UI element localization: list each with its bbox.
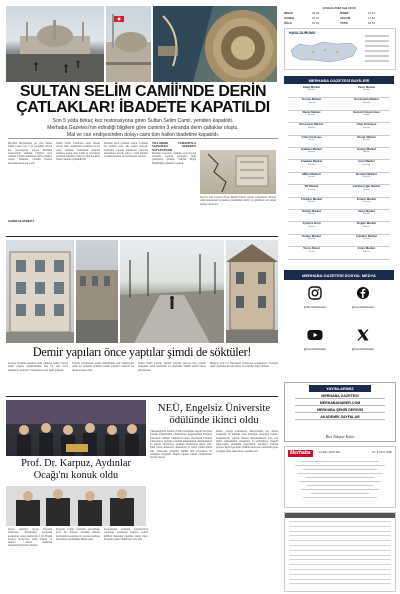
x-icon bbox=[356, 328, 370, 342]
dealer-item bbox=[284, 86, 339, 92]
prayer-name: İKİNDİ bbox=[340, 11, 349, 15]
prayer-name: İMSAK bbox=[284, 11, 294, 15]
lead-sub-2: Merhaba Gazetesi'nin edindiği bilgilere göre caminin 3 ekranda derin çatlaklar oluştu. bbox=[47, 124, 239, 131]
dealer-name: Erdem Market bbox=[356, 196, 377, 201]
prayer-time: 16.13 bbox=[368, 11, 375, 15]
info-table-row bbox=[289, 526, 391, 527]
prayer-name: YATSI bbox=[340, 21, 348, 25]
youtube-link[interactable] bbox=[298, 328, 332, 351]
dealer-address: Meram bbox=[363, 151, 370, 154]
dealer-address: Meram bbox=[363, 188, 370, 191]
story4-column-2: Program yoğun katılımla gerçekleşti. Prof. Dr. Karpuz, Selçuklu dönemi eserlerinin korunması ve gelecek nesillere aktarılması gerektiğine dikkat çekti. bbox=[56, 528, 100, 541]
prayer-time: 13.03 bbox=[312, 21, 319, 25]
story4-column-3: Konuşmanın ardından katılımcıların sorularını yanıtlayan Karpuz, şehrin kültürel mirasının önemine vurgu yaptı. Program plaket takdimiyle sona erdi. bbox=[104, 528, 148, 541]
publications-footer: Bizi Takipte Kalın bbox=[325, 434, 355, 439]
award-ceremony-photo bbox=[6, 400, 146, 456]
info-table-row bbox=[289, 531, 391, 532]
dealer-item bbox=[339, 247, 394, 253]
story4-headline-line-2: Ocağı'nı konuk oldu bbox=[33, 470, 119, 481]
info-table-row bbox=[289, 521, 391, 522]
dealer-item bbox=[339, 98, 394, 104]
dealer-address: Selçuklu bbox=[362, 101, 371, 104]
info-table-row bbox=[289, 569, 391, 570]
masthead-logo bbox=[288, 450, 313, 457]
park-walkway-photo bbox=[120, 240, 224, 343]
dealer-item bbox=[284, 123, 339, 129]
imprint-box bbox=[284, 446, 396, 508]
dealer-separator bbox=[288, 259, 390, 260]
dealer-name: Selçuk Üniversitesi bbox=[353, 109, 380, 114]
story4-column-1: Konya Aydınlar Ocağı Selçuklu Şubesi'nin düzenlediği programa konuşmacı olarak katılan Prof. Dr. Haşim Karpuz, Konya'nın tarihi dokusu ve mimari mirası hakkında değerlendirmelerde bulundu. bbox=[8, 528, 52, 548]
lead-column-3: Ekranda derin çatlaklar oluştu. Caminin bir bölümü uzun süre kapalı kalacak. Uzmanlar yapının durumunu yakından incelemeye devam ediyor. Cami kubbesi ve minarelerinde de incelemeler sürüyor. bbox=[104, 142, 148, 159]
dealer-name: Grosta Market bbox=[301, 97, 322, 102]
lead-sub-3: Mal ve can endişesinden dolayı cami tüm halkın ibadetine kapatıldı. bbox=[8, 132, 278, 140]
publication-item[interactable]: MERHABA ŞEHİR DERGİSİ bbox=[295, 408, 385, 413]
dealer-address: Karatay bbox=[308, 225, 315, 228]
dealer-name: Gözde Market bbox=[302, 209, 321, 213]
dealer-address: Meram bbox=[363, 89, 370, 92]
dealer-item bbox=[339, 86, 394, 92]
dealer-name: Demir Market bbox=[357, 134, 376, 139]
info-table-row bbox=[289, 540, 391, 541]
dealer-address: Selçuklu bbox=[362, 176, 371, 179]
dealer-item bbox=[339, 123, 394, 129]
dealer-item bbox=[284, 111, 339, 117]
story3-column-1: Yükseköğretim Kurulu (YÖK) tarafından engelli bireylere yönelik erişilebilirlik çalışmalarını değerlendiren Engelsiz Üniversite ödülleri sahiplerini buldu. Necmettin Erbakan Üniversitesi, kampüs içindeki erişilebilirlik düzenlemeleri ve engelli öğrencilere sunduğu hizmetlerle ikinci oldu. Ödül töreni Ankara'da düzenlendi ve rektör ödülü teslim aldı. Üniversite yönetimi ödülün tüm paydaşlara ait olduğunu vurguladı. Engelli öğrenci birimi çalışmalarına devam edecek. bbox=[150, 430, 212, 460]
dome-interior-photo bbox=[153, 6, 277, 82]
dealer-name: Sunny Market bbox=[357, 147, 376, 151]
story3-column-2: Rektör yaptığı açıklamada, üniversitenin her alanda erişilebilir bir kampüs olma hedefiyle çalıştığını belirtti. Kampüslerde yapılan fiziksel düzenlemelerin yanı sıra dijital erişilebilirlik çalışmaları da yürütülüyor. Engelli öğrencilerin akademik başarılarını artırmaya yönelik projeler hayata geçirildi. Ödülün üniversite camiasına gurur verdiğini ifade eden rektör, teşekkür etti. bbox=[216, 430, 278, 453]
x-link[interactable] bbox=[346, 328, 380, 351]
dealer-address: Kampüs bbox=[362, 114, 371, 117]
dealer-address: Karatay bbox=[308, 151, 315, 154]
prayer-name: GÜNEŞ bbox=[284, 16, 294, 20]
dealer-name: Emin Market bbox=[357, 246, 376, 251]
crack-detail-photo bbox=[200, 150, 276, 194]
info-table-row bbox=[289, 574, 391, 575]
dealer-item bbox=[339, 235, 394, 241]
story3-headline-line-2: ödülünde ikinci oldu bbox=[169, 414, 259, 426]
masthead-date: 10 Ekim 2023 Salı bbox=[319, 451, 341, 454]
dealer-item bbox=[284, 160, 339, 166]
dealer-item bbox=[284, 210, 339, 216]
lead-headline-line-2: ÇATLAKLAR! İBADETE KAPATILDI bbox=[16, 99, 270, 116]
dealer-address: Meram bbox=[308, 139, 315, 141]
instagram-icon bbox=[308, 286, 322, 300]
weather-box bbox=[284, 28, 396, 70]
dealer-name: Nil Market bbox=[304, 184, 319, 189]
lead-author: ÇAĞRI ALAYBEYLİ bbox=[8, 219, 35, 223]
dealers-list bbox=[284, 86, 394, 262]
social-grid bbox=[284, 284, 394, 376]
dealer-name: Toklular Market bbox=[300, 196, 323, 201]
info-table-row bbox=[289, 583, 391, 584]
dealer-address: Meram bbox=[308, 176, 315, 179]
dealer-item bbox=[339, 136, 394, 142]
dealer-item bbox=[284, 247, 339, 253]
dealer-name: Çakırlar Market bbox=[301, 147, 322, 151]
dealer-address: Karatay bbox=[308, 101, 315, 104]
dealer-address: Selçuklu bbox=[362, 139, 371, 141]
old-building-photo bbox=[226, 240, 278, 343]
street-view-photo bbox=[76, 240, 118, 343]
dealer-address: Selçuklu bbox=[362, 213, 371, 216]
masthead-logo-text: Merhaba bbox=[290, 450, 311, 456]
dealer-name: Akça Market bbox=[357, 209, 376, 213]
dealer-address: Karatay bbox=[363, 201, 370, 203]
dealer-item bbox=[339, 198, 394, 204]
info-table-row bbox=[289, 535, 391, 536]
story2-column-4: Bölgede yeni bir düzenleme yapılacağı konuşuluyor. Konuyla ilgili çalışmalar devam ediyor ve yetkililer bilgi vermedi. bbox=[210, 362, 278, 369]
mosque-exterior-photo bbox=[106, 6, 151, 82]
prayer-time: 05.28 bbox=[312, 11, 319, 15]
dealer-item bbox=[284, 185, 339, 191]
dealer-item bbox=[284, 148, 339, 154]
lead-column-5: mevcut olan Gazeteci-Yazar Mehdi Yüksel yaptığı açıklamada caminin tarihi dokusunun korunması gerektiğini belirtti ve yetkilileri acil önlem almaya davet etti. bbox=[200, 196, 276, 206]
weather-title: HAVA DURUMU bbox=[289, 31, 316, 35]
prayer-time: 18.51 bbox=[368, 21, 375, 25]
section-divider-2 bbox=[6, 396, 278, 397]
dealer-name: Çarkbeyoğlu Market bbox=[352, 184, 381, 189]
dealer-name: Çiçekler Market bbox=[355, 233, 378, 238]
dealer-address: Karatay bbox=[363, 163, 370, 166]
dealer-item bbox=[284, 222, 339, 228]
story2-headline: Demir yapıları önce yaptılar şimdi de söktüler! bbox=[32, 345, 252, 359]
dealer-item bbox=[339, 185, 394, 191]
dealer-name: Doğan Market bbox=[356, 221, 377, 226]
story2-column-3: Sultan Selim yerinde yapılan projenin parçası olan yapılar, bölgedeki esnaf tarafından da eleştirildi. Söküm işlemi birkaç gün sürecek. bbox=[138, 362, 206, 372]
prayer-name: ÖĞLE bbox=[284, 21, 292, 25]
building-facade-photo-1 bbox=[6, 240, 74, 343]
publication-item[interactable]: AKADEMİK SAYFALAR bbox=[295, 415, 385, 420]
prayer-name: AKŞAM bbox=[340, 16, 351, 20]
info-table-row bbox=[289, 545, 391, 546]
dealer-address: Meram bbox=[308, 250, 315, 253]
dealer-address: Karatay bbox=[308, 188, 315, 191]
lecture-photo bbox=[6, 486, 146, 526]
facebook-link[interactable] bbox=[346, 286, 380, 309]
dealer-item bbox=[339, 111, 394, 117]
dealer-address: Selçuklu bbox=[362, 250, 371, 253]
story2-column-1: Karatay ilçesinde bulunan tarihi yapıların önüne yapılan demir yapılar, yapılmasından kısa bir süre sonra sökülmeye başlandı. Vatandaşlar israfa tepki gösterdi. bbox=[8, 362, 68, 372]
dealer-address: Selçuklu bbox=[307, 238, 316, 241]
section-divider-1 bbox=[6, 236, 278, 237]
dealer-name: İzzet Market bbox=[358, 159, 375, 164]
dealer-address: Selçuklu bbox=[307, 89, 316, 92]
dealer-name: Deniz Market bbox=[302, 109, 321, 114]
dealer-name: Gitar Kırtasiye bbox=[356, 122, 377, 127]
info-table-row bbox=[289, 564, 391, 565]
turkey-map-icon bbox=[289, 38, 359, 71]
info-table-row bbox=[289, 550, 391, 551]
dealer-address: Karatay bbox=[363, 238, 370, 241]
dealer-address: Meram bbox=[363, 225, 370, 228]
lead-caption: YILLARDIR TAMAMIYLA YAPILMASI GEREKEN SÖYLENTİLER bbox=[152, 142, 196, 152]
dealer-item bbox=[339, 173, 394, 179]
facebook-handle: @merhabahaber bbox=[351, 305, 375, 309]
dealer-address: Karatay bbox=[363, 126, 370, 129]
dealer-name: Bereket Market bbox=[356, 171, 377, 176]
dealer-address: Selçuklu bbox=[307, 201, 316, 203]
info-table-row bbox=[289, 559, 391, 560]
lead-headline-line-1: SULTAN SELİM CAMİİ'NDE DERİN bbox=[19, 83, 267, 100]
dealer-name: Rosystem Market bbox=[299, 122, 324, 127]
story3-headline bbox=[148, 402, 280, 426]
dealer-item bbox=[284, 98, 339, 104]
prayer-times-table bbox=[284, 11, 394, 25]
instagram-link[interactable] bbox=[298, 286, 332, 309]
dealer-name: Sonlar Market bbox=[301, 233, 322, 238]
dealer-item bbox=[284, 235, 339, 241]
dealer-item bbox=[339, 148, 394, 154]
lead-subheading bbox=[8, 118, 278, 139]
dealer-name: Toros Petrol bbox=[303, 246, 320, 251]
lead-sub-1: Son 5 yılda birkaç kez restorasyona giren Sultan Selim Camii, yeniden kapatıldı. bbox=[52, 118, 234, 124]
youtube-handle: @merhabahaber bbox=[303, 347, 327, 351]
dealer-item bbox=[339, 210, 394, 216]
story4-headline-line-1: Prof. Dr. Karpuz, Aydınlar bbox=[21, 458, 131, 469]
instagram-handle: @Merhabahaber bbox=[303, 305, 327, 309]
dealer-name: Pınar Market bbox=[357, 85, 376, 89]
mosque-square-photo bbox=[6, 6, 104, 82]
publications-list bbox=[295, 394, 385, 420]
prayer-time: 17.42 bbox=[368, 16, 375, 20]
publication-item[interactable]: MERHABA GAZETESİ bbox=[295, 394, 385, 399]
dealer-item bbox=[339, 222, 394, 228]
lead-column-2: Sultan Selim Camii'nde uzun süredir devam eden çalışmaların ardından ortaya çıkan çatlaklar, vatandaşlar arasında endişeye neden oldu. Cami ve çevresinde güvenlik önlemleri alındı ve tüm ibadetler başka camilere yönlendirildi. bbox=[56, 142, 100, 162]
prayer-time: 07.16 bbox=[312, 16, 319, 20]
info-table-header bbox=[285, 513, 395, 518]
x-handle: @merhabahaber bbox=[351, 347, 375, 351]
publications-box bbox=[284, 382, 396, 442]
info-table-row bbox=[289, 579, 391, 580]
dealer-name: Anadolu Market bbox=[300, 159, 323, 164]
dealer-name: Yıldız Kırtasiye bbox=[301, 134, 322, 139]
lead-column-4: YILLARDIR TAMAMIYLA YAPILMASI GEREKEN SÖYLENTİLER Merhaba Gazetesi, caminin restorasyonu sırasında yaşanan sorunlarla ilgili yetkililerle görüştü. Vakıflar Bölge Müdürlüğü açıklama yapmadı. bbox=[152, 142, 196, 165]
facebook-icon bbox=[356, 286, 370, 300]
dealer-item bbox=[284, 173, 339, 179]
dealer-name: Kalat Market bbox=[302, 85, 321, 89]
dealer-address: Meram bbox=[308, 213, 315, 216]
masthead-issue: YIL: 8 SAYI: 2680 bbox=[371, 451, 392, 454]
youtube-icon bbox=[307, 328, 323, 342]
publications-title: YAYINLARIMIZ bbox=[309, 385, 371, 392]
dealer-item bbox=[284, 136, 339, 142]
dealer-address: Selçuklu bbox=[307, 163, 316, 166]
story3-headline-line-1: NEÜ, Engelsiz Üniversite bbox=[157, 402, 271, 414]
dealer-address: Meram bbox=[308, 114, 315, 117]
info-table-row bbox=[289, 555, 391, 556]
social-title: MERHABA GAZETESİ SOSYAL MEDYA bbox=[284, 270, 394, 280]
story2-column-2: Yapılan çalışmaların neden söküldüğüne dair belediyeden resmi bir açıklama gelmedi. Demir yapıların maliyeti ise merak konusu oldu. bbox=[72, 362, 134, 372]
publication-item[interactable]: MERHABAHABER.COM bbox=[295, 401, 385, 406]
dealer-name: Aytemiz Dolu bbox=[302, 221, 321, 226]
date-line: 10 Ekim 2023 Salı 10:00 bbox=[322, 6, 356, 10]
info-table bbox=[284, 512, 396, 592]
lead-column-1: Mevlana Meydanında yer alan Sultan Selim Camii, son 5 yıl içerisinde birçok kez restorasyona uğradı. Merhaba Gazetesi'nin edindiği bilgilere göre caminin 3 farklı noktasında derin çatlaklar oluştu. Yetkililer caminin ibadete kapatılmasına karar verdi. bbox=[8, 142, 52, 165]
lead-headline bbox=[8, 84, 278, 116]
dealer-name: Kocamanlı Market bbox=[354, 97, 379, 102]
story4-headline bbox=[6, 458, 146, 482]
dealers-title: MERHABA GAZETESİ BAYİLERİ bbox=[284, 76, 394, 84]
dealer-item bbox=[339, 160, 394, 166]
dealer-address: Selçuklu bbox=[307, 126, 316, 129]
dealer-name: Millet Marketi bbox=[302, 171, 321, 176]
dealer-item bbox=[284, 198, 339, 204]
